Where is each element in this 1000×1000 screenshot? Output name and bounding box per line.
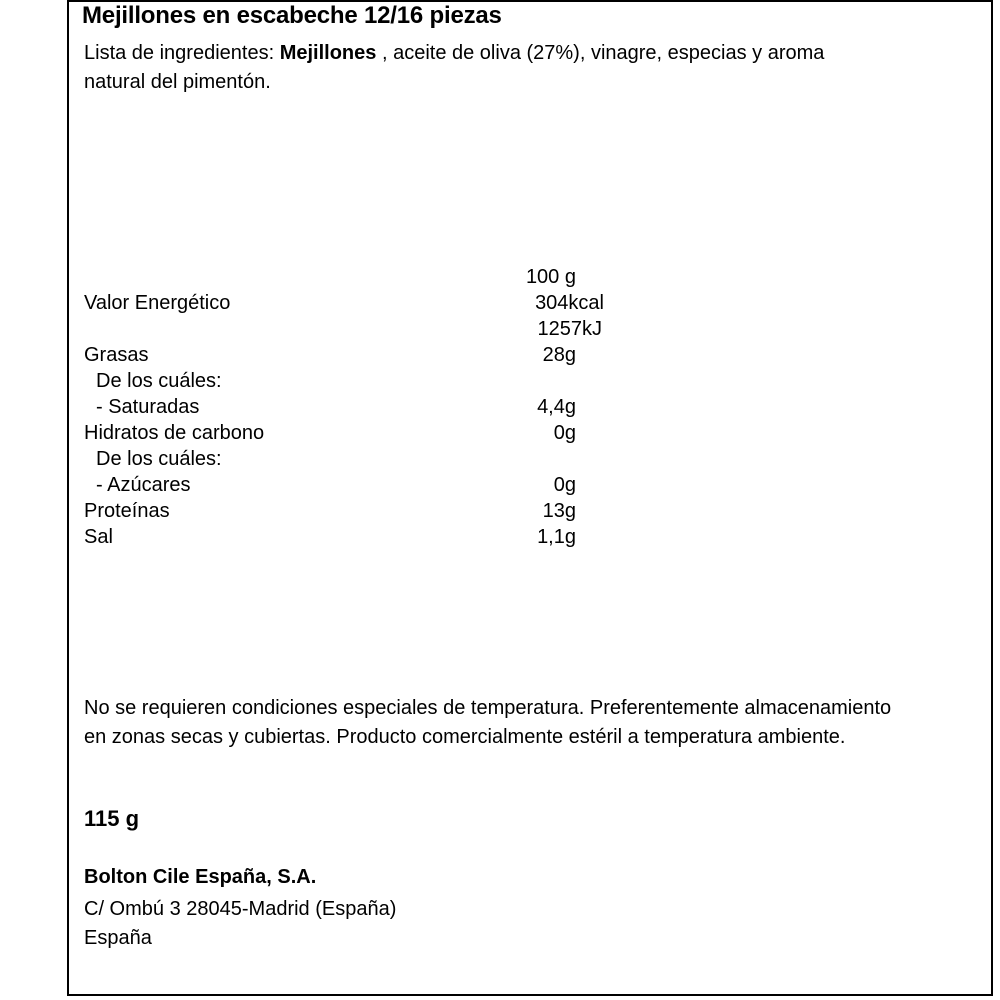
carbs-label: Hidratos de carbono — [84, 422, 265, 444]
energy-kj: 1257kJ — [537, 318, 602, 340]
ingredients-list — [84, 39, 884, 97]
company-country: España — [84, 927, 152, 949]
company-address: C/ Ombú 3 28045-Madrid (España) — [84, 898, 397, 920]
protein-value: 13g — [542, 500, 576, 522]
energy-label: Valor Energético — [84, 292, 231, 314]
nutrition-header: 100 g — [525, 266, 576, 288]
fat-label: Grasas — [84, 344, 149, 366]
storage-instructions: No se requieren condiciones especiales de temperatura. Preferentemente almacenamiento en zonas secas y cubiertas. Producto comercialmente estéril a temperatura ambiente. — [84, 697, 892, 748]
label-frame — [67, 0, 993, 996]
net-weight: 115 g — [84, 806, 140, 831]
protein-label: Proteínas — [84, 500, 170, 522]
salt-value: 1,1g — [537, 526, 576, 548]
product-title: Mejillones en escabeche 12/16 piezas — [82, 2, 502, 29]
salt-label: Sal — [84, 526, 113, 548]
energy-kcal: 304kcal — [535, 292, 604, 314]
saturated-label: - Saturadas — [96, 396, 200, 418]
saturated-value: 4,4g — [537, 396, 576, 418]
company-name: Bolton Cile España, S.A. — [84, 866, 317, 888]
ingredients-prefix: Lista de ingredientes: — [84, 42, 275, 64]
fat-of-which-label: De los cuáles: — [96, 370, 222, 392]
sugars-label: - Azúcares — [96, 474, 191, 496]
ingredients-rest: , aceite de oliva (27%), vinagre, especias y aroma natural del pimentón. — [84, 42, 825, 93]
ingredients-highlight: Mejillones — [279, 42, 377, 64]
carbs-of-which-label: De los cuáles: — [96, 448, 222, 470]
fat-value: 28g — [542, 344, 576, 366]
carbs-value: 0g — [553, 422, 576, 444]
sugars-value: 0g — [553, 474, 576, 496]
